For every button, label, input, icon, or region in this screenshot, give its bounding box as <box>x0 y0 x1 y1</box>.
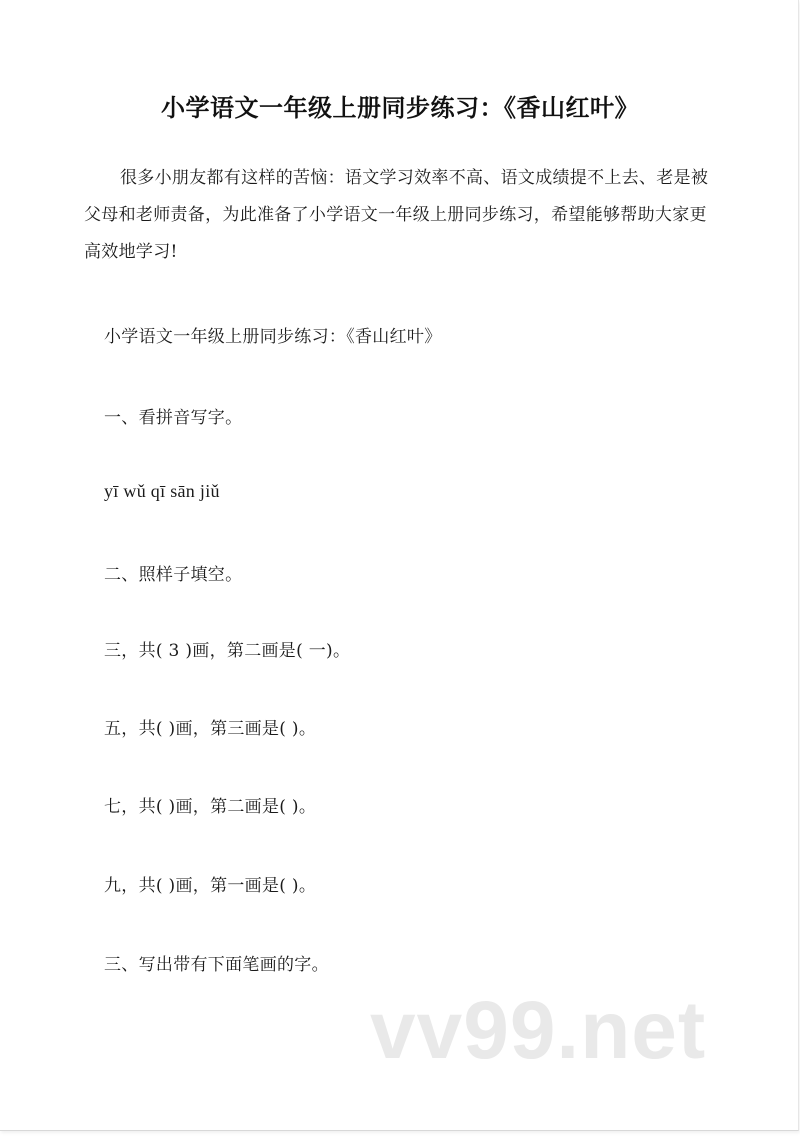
pinyin-line: yī wǔ qī sān jiǔ <box>104 481 220 501</box>
document-title: 小学语文一年级上册同步练习：《香山红叶》 <box>161 94 639 122</box>
fill-question-1: 三，共( 3 )画，第二画是( 一)。 <box>104 641 351 661</box>
exercise-subtitle: 小学语文一年级上册同步练习：《香山红叶》 <box>104 327 442 347</box>
watermark: vv99.net <box>370 985 707 1076</box>
fill-question-3: 七，共( )画，第二画是( )。 <box>104 797 317 817</box>
section-heading-2: 二、照样子填空。 <box>104 565 243 585</box>
section-heading-3: 三、写出带有下面笔画的字。 <box>104 955 329 975</box>
section-heading-1: 一、看拼音写字。 <box>104 408 243 428</box>
fill-question-4: 九，共( )画，第一画是( )。 <box>104 876 317 896</box>
intro-paragraph: 很多小朋友都有这样的苦恼：语文学习效率不高、语文成绩提不上去、老是被父母和老师责备，为此准备了小学语文一年级上册同步练习，希望能够帮助大家更高效地学习! <box>84 168 709 262</box>
fill-question-2: 五，共( )画，第三画是( )。 <box>104 719 317 739</box>
